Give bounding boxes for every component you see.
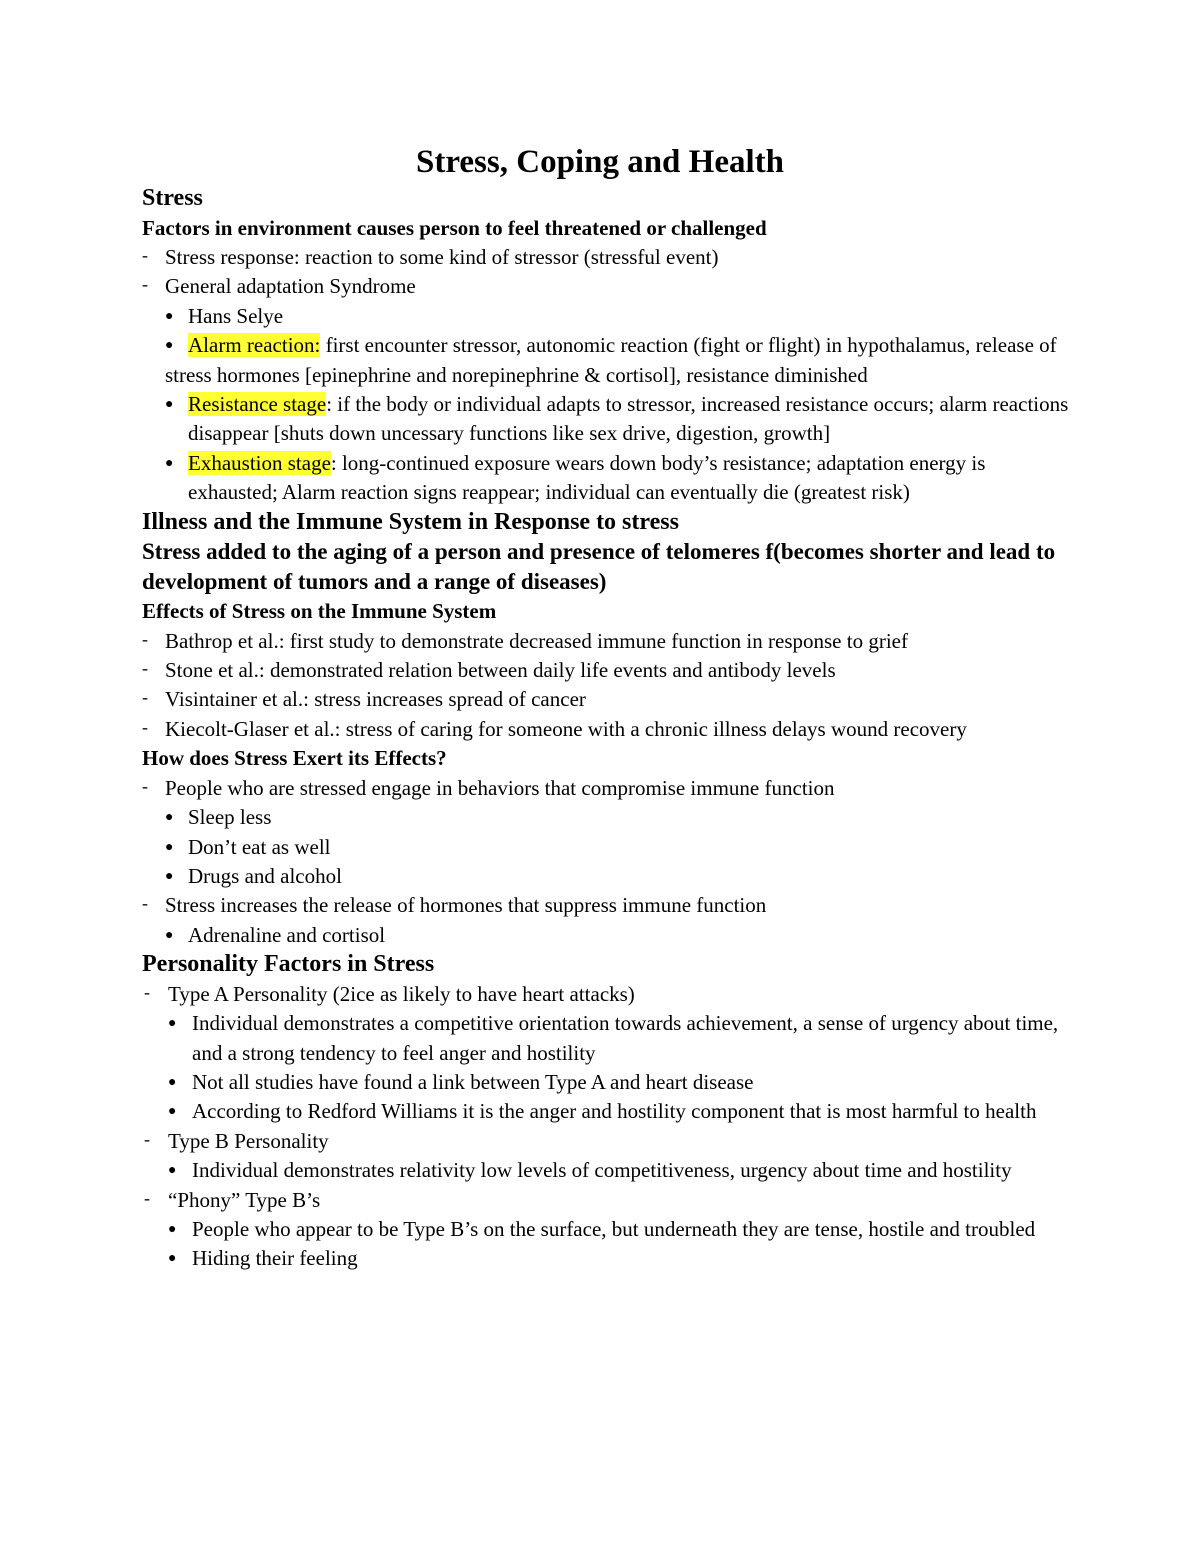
bullet-marker: ● <box>165 839 174 855</box>
bullet-marker: ● <box>165 397 174 413</box>
section-heading-stress: Stress <box>142 185 203 211</box>
list-item: ● Drugs and alcohol <box>142 862 1072 891</box>
bullet-marker: ● <box>165 338 174 354</box>
stress-subheading: Factors in environment causes person to feel threatened or challenged <box>142 215 767 240</box>
bullet-marker: ● <box>165 927 174 943</box>
dash-marker: - <box>142 775 148 796</box>
bullet-marker: ● <box>165 455 174 471</box>
dash-marker: - <box>142 658 148 679</box>
bullet-marker: ● <box>168 1016 177 1032</box>
dash-marker: - <box>142 716 148 737</box>
dash-marker: - <box>144 981 150 1002</box>
illness-paragraph: Stress added to the aging of a person and presence of telomeres f(becomes shorter and lead to development of tumors and a range of diseases) <box>142 539 1056 595</box>
document-body <box>142 184 1072 1274</box>
highlighted-term: Resistance stage <box>188 392 327 417</box>
dash-marker: - <box>142 274 148 295</box>
stress-list <box>142 243 1072 508</box>
dash-marker: - <box>142 893 148 914</box>
effects-heading: Effects of Stress on the Immune System <box>142 599 497 624</box>
list-item: ● Individual demonstrates relativity low levels of competitiveness, urgency about time and hostility <box>142 1156 1072 1185</box>
personality-list <box>142 980 1072 1274</box>
list-item: - Bathrop et al.: first study to demonstrate decreased immune function in response to grief <box>142 627 1072 656</box>
list-item: ● Individual demonstrates a competitive orientation towards achievement, a sense of urgency about time, and a strong tendency to feel anger and hostility <box>168 1011 1059 1065</box>
list-item-resistance: ● Resistance stage: if the body or individual adapts to stressor, increased resistance occurs; alarm reactions disappear [shuts down uncessary functions like sex drive, digestion, growth] <box>165 392 1069 446</box>
list-item: - People who are stressed engage in behaviors that compromise immune function <box>142 774 1072 803</box>
list-item: - Stone et al.: demonstrated relation between daily life events and antibody levels <box>142 656 1072 685</box>
list-item: ● Don’t eat as well <box>142 833 1072 862</box>
list-item: ● Adrenaline and cortisol <box>142 921 1072 950</box>
bullet-marker: ● <box>168 1251 177 1267</box>
dash-marker: - <box>142 628 148 649</box>
list-item: ● Not all studies have found a link between Type A and heart disease <box>142 1068 1072 1097</box>
bullet-marker: ● <box>168 1104 177 1120</box>
bullet-marker: ● <box>168 1163 177 1179</box>
dash-marker: - <box>142 245 148 265</box>
highlighted-term: Alarm reaction: <box>188 333 321 358</box>
list-item: ● People who appear to be Type B’s on the surface, but underneath they are tense, hostile and troubled <box>142 1215 1072 1244</box>
dash-marker: - <box>144 1128 150 1149</box>
list-item: - Type B Personality <box>142 1127 1072 1156</box>
list-item: - “Phony” Type B’s <box>142 1186 1072 1215</box>
bullet-marker: ● <box>168 1221 177 1237</box>
list-item: - Stress increases the release of hormones that suppress immune function <box>142 891 1072 920</box>
list-item: - Kiecolt-Glaser et al.: stress of caring for someone with a chronic illness delays wound recovery <box>142 715 1072 744</box>
highlighted-term: Exhaustion stage <box>188 450 331 475</box>
list-item-alarm: ● Alarm reaction: first encounter stressor, autonomic reaction (fight or flight) in hypothalamus, release of stress hormones [epinephrine and norepinephrine & cortisol], resistance diminished <box>165 333 1057 387</box>
dash-marker: - <box>144 1187 150 1208</box>
list-item: ● Sleep less <box>142 803 1072 832</box>
how-heading: How does Stress Exert its Effects? <box>142 746 447 771</box>
list-item: - General adaptation Syndrome <box>142 272 1072 301</box>
how-list <box>142 774 1072 950</box>
section-heading-illness: Illness and the Immune System in Response to stress <box>142 508 679 535</box>
bullet-marker: ● <box>168 1074 177 1090</box>
dash-marker: - <box>142 687 148 708</box>
list-item: ● Hiding their feeling <box>142 1244 1072 1273</box>
bullet-marker: ● <box>165 810 174 826</box>
list-item: ● Hans Selye <box>142 302 1072 331</box>
list-item: ● According to Redford Williams it is the anger and hostility component that is most harmful to health <box>142 1097 1072 1126</box>
section-heading-personality: Personality Factors in Stress <box>142 951 435 978</box>
list-item-exhaustion: ● Exhaustion stage: long-continued exposure wears down body’s resistance; adaptation energy is exhausted; Alarm reaction signs reappear; individual can eventually die (greatest risk) <box>165 450 986 505</box>
list-item: - Type A Personality (2ice as likely to have heart attacks) <box>142 980 1072 1009</box>
document-title: Stress, Coping and Health <box>416 144 784 180</box>
list-item: - Visintainer et al.: stress increases spread of cancer <box>142 685 1072 714</box>
list-item: - Stress response: reaction to some kind of stressor (stressful event) <box>142 243 1072 272</box>
bullet-marker: ● <box>165 308 174 324</box>
effects-list <box>142 627 1072 745</box>
bullet-marker: ● <box>165 869 174 884</box>
